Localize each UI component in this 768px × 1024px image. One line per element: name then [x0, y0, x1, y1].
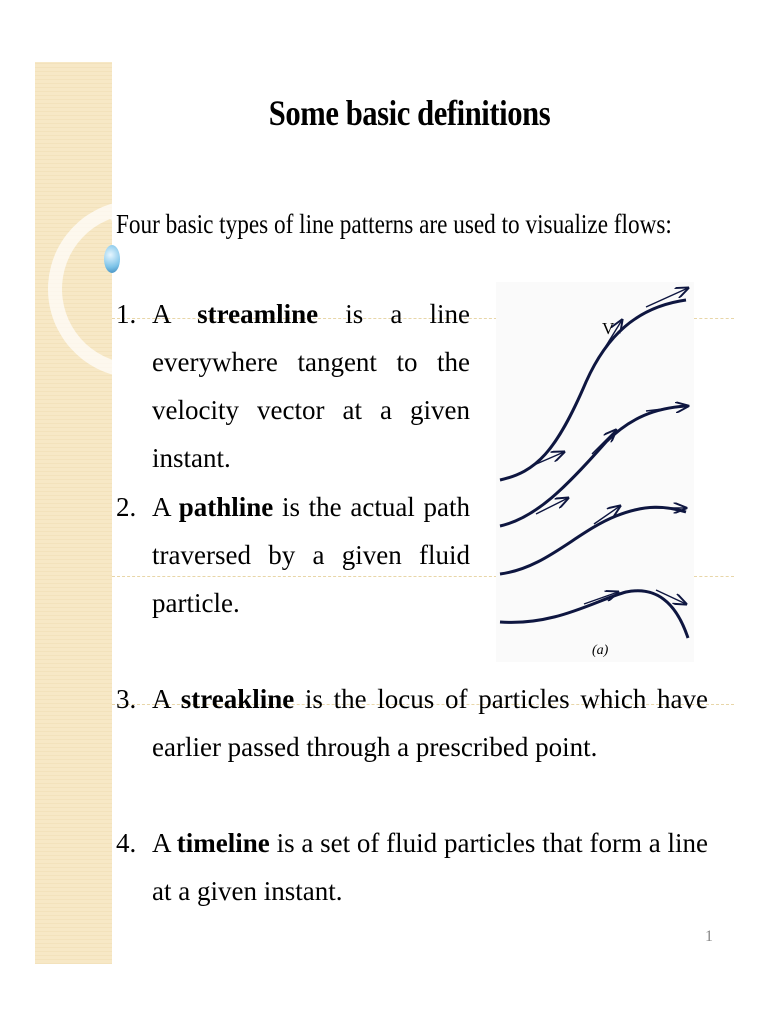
decorative-rule	[694, 576, 734, 577]
decorative-bubble-icon	[104, 245, 120, 273]
item-number: 1.	[116, 299, 137, 329]
streamline-figure	[496, 282, 694, 662]
item-number: 3.	[116, 684, 137, 714]
item-body: is a set of fluid particles that form a line at a given instant.	[152, 828, 708, 906]
decorative-rule	[694, 318, 734, 319]
velocity-vector	[592, 430, 616, 454]
item-body: is a line everywhere tangent to the velocity vector at a given instant.	[152, 299, 470, 473]
item-number: 4.	[116, 828, 137, 858]
velocity-vector	[534, 452, 564, 465]
item-term: streamline	[197, 299, 319, 329]
slide-title: Some basic definitions	[268, 93, 551, 133]
item-term: timeline	[176, 828, 270, 858]
page-number: 1	[705, 928, 713, 945]
intro-text: Four basic types of line patterns are used to visualize flows:	[116, 209, 672, 239]
item-text	[152, 290, 470, 482]
vector-label: V	[602, 319, 615, 338]
item-prefix: A	[152, 299, 198, 329]
item-text	[152, 483, 470, 627]
velocity-vector	[646, 406, 688, 411]
streamlines	[500, 300, 688, 638]
streamline-curve	[500, 591, 688, 638]
item-prefix: A	[152, 828, 177, 858]
item-prefix: A	[152, 492, 179, 522]
item-body: is the actual path traversed by a given fluid particle.	[152, 492, 470, 618]
item-text	[152, 675, 708, 771]
item-number: 2.	[116, 492, 137, 522]
item-body: is the locus of particles which have earlier passed through a prescribed point.	[152, 684, 708, 762]
figure-caption: (a)	[592, 643, 609, 658]
item-term: pathline	[178, 492, 274, 522]
streamline-diagram	[496, 282, 694, 662]
item-text	[152, 819, 708, 915]
item-term: streakline	[180, 684, 295, 714]
decorative-side-band	[35, 62, 112, 964]
item-prefix: A	[152, 684, 181, 714]
streamline-curve	[500, 507, 686, 574]
